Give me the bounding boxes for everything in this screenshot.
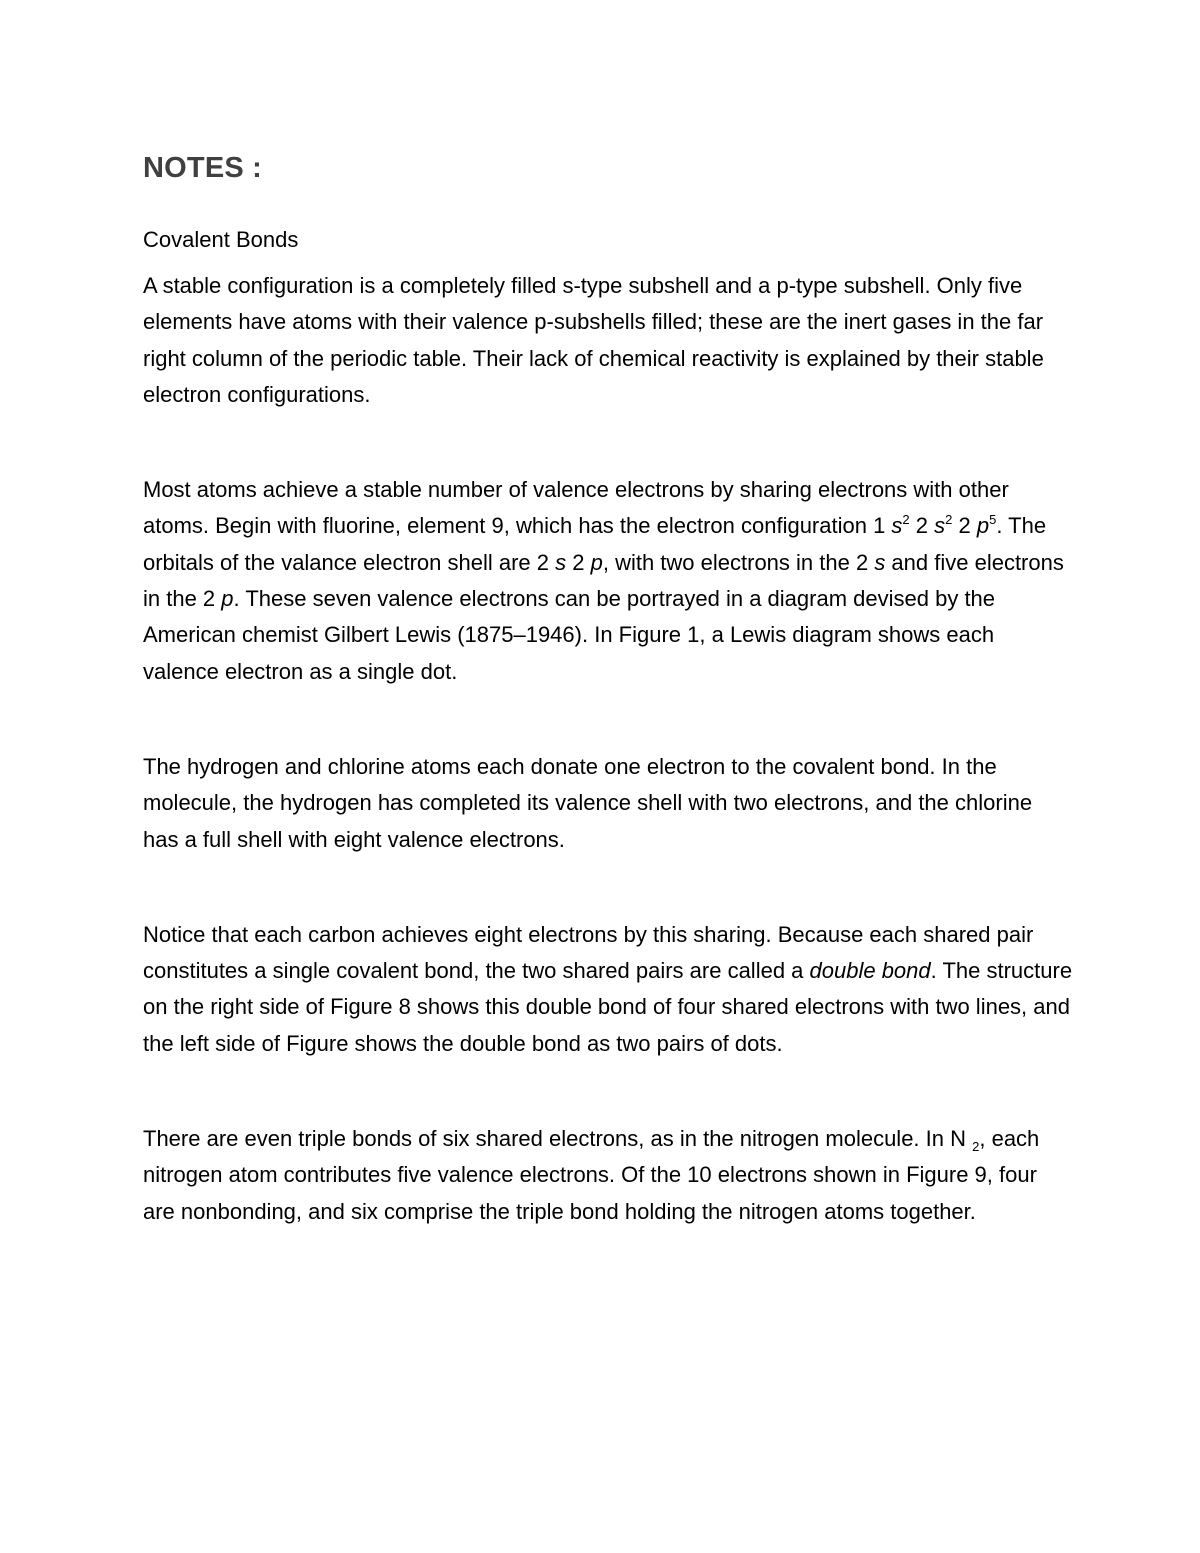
paragraph-double-bond — [143, 917, 1073, 1062]
text-run: and five electrons in the 2 — [143, 549, 1064, 612]
document-body — [143, 148, 1073, 1230]
text-run: There are even triple bonds of six shared electrons, as in the nitrogen molecule. In N — [143, 1126, 973, 1152]
orbital-s: s — [891, 513, 903, 539]
orbital-p: p — [590, 549, 603, 575]
text-run: Most atoms achieve a stable number of valence electrons by sharing electrons with other atoms. Begin with fluorine, element 9, which has the electron configuration 1 — [143, 477, 1009, 539]
text-run: . These seven valence electrons can be portrayed in a diagram devised by the American chemist Gilbert Lewis (1875–1946). In Figure 1, a Lewis diagram shows each valence electron as a single dot. — [143, 586, 996, 684]
text-run: 2 — [566, 549, 591, 575]
superscript: 2 — [945, 512, 953, 528]
orbital-s: s — [934, 513, 946, 539]
emphasis-double-bond: double bond — [809, 958, 931, 984]
paragraph-fluorine-lewis — [143, 472, 1073, 690]
orbital-s: s — [555, 549, 567, 575]
paragraph-hydrogen-chlorine: The hydrogen and chlorine atoms each donate one electron to the covalent bond. In the molecule, the hydrogen has completed its valence shell with two electrons, and the chlorine has a full shell with eight valence electrons. — [143, 753, 1033, 852]
notes-heading: NOTES : — [143, 152, 263, 184]
text-run: 2 — [952, 513, 977, 539]
subscript: 2 — [972, 1139, 980, 1155]
text-run: . The structure on the right side of Figure 8 shows this double bond of four shared electrons with two lines, and the left side of Figure shows the double bond as two pairs of dots. — [143, 958, 1073, 1056]
text-run: . The orbitals of the valance electron shell are 2 — [143, 513, 1047, 575]
superscript: 5 — [989, 512, 997, 528]
paragraph-stable-configuration: A stable configuration is a completely filled s-type subshell and a p-type subshell. Only five elements have atoms with their valence p-subshells filled; these are the inert gases in the far right column of the periodic table. Their lack of chemical reactivity is explained by their stable electron configurations. — [143, 273, 1044, 407]
text-run: 2 — [909, 513, 935, 539]
orbital-p: p — [221, 586, 234, 612]
section-title: Covalent Bonds — [143, 227, 299, 252]
orbital-s: s — [874, 549, 886, 575]
orbital-p: p — [976, 513, 990, 539]
paragraph-triple-bond — [143, 1121, 1073, 1230]
text-run: Notice that each carbon achieves eight electrons by this sharing. Because each shared pair constitutes a single covalent bond, the two shared pairs are called a — [143, 921, 1034, 984]
text-run: , with two electrons in the 2 — [602, 549, 875, 575]
superscript: 2 — [902, 512, 910, 528]
text-run: , each nitrogen atom contributes five valence electrons. Of the 10 electrons shown in Figure 9, four are nonbonding, and six comprise the triple bond holding the nitrogen atoms together. — [143, 1126, 1040, 1224]
